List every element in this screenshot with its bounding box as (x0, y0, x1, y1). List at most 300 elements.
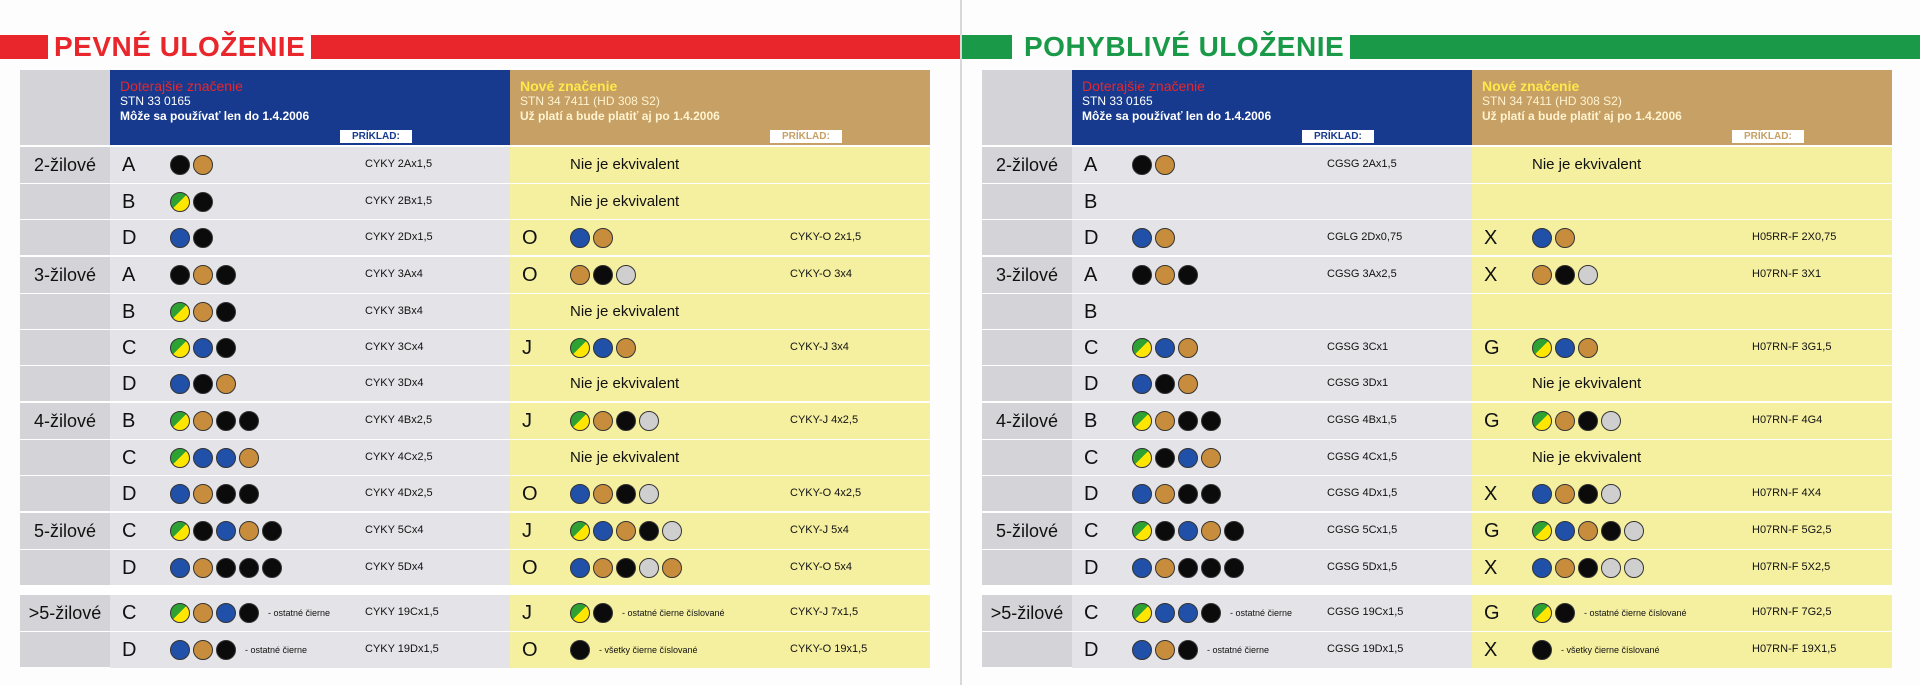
wire-dot-brown (1155, 155, 1175, 175)
wire-dot-blue (570, 484, 590, 504)
old-marking-cell (1072, 595, 1472, 631)
wire-dot-black (1555, 265, 1575, 285)
new-marking-cell (1472, 513, 1892, 549)
old-letter: B (1084, 301, 1098, 323)
wire-dot-green-yellow (170, 521, 190, 541)
wire-colors (570, 640, 698, 660)
new-letter: G (1484, 410, 1500, 432)
wire-dot-blue (1555, 338, 1575, 358)
new-letter: X (1484, 483, 1498, 505)
old-letter: A (122, 264, 136, 286)
wire-dot-green-yellow (570, 411, 590, 431)
core-group (20, 255, 930, 401)
new-letter: X (1484, 264, 1498, 286)
new-marking-cell (1472, 595, 1892, 631)
header-title: Doterajšie značenie (1082, 78, 1205, 94)
new-example-code: H07RN-F 4G4 (1752, 414, 1823, 426)
wire-colors (1132, 338, 1198, 358)
wire-dot-brown (193, 603, 213, 623)
wire-dot-brown (1555, 228, 1575, 248)
wire-dot-brown (1578, 521, 1598, 541)
wire-colors (170, 302, 236, 322)
old-marking-cell (1072, 440, 1472, 476)
new-letter: O (522, 483, 538, 505)
wire-note: - ostatné čierne číslované (1584, 608, 1687, 618)
wire-colors (170, 374, 236, 394)
old-letter: B (1084, 191, 1098, 213)
new-marking-cell (510, 330, 930, 366)
old-marking-cell (110, 513, 510, 549)
table-row (20, 403, 930, 439)
wire-dot-black (216, 558, 236, 578)
wire-dot-green-yellow (1532, 411, 1552, 431)
new-letter: O (522, 639, 538, 661)
wire-note: - ostatné čierne (1230, 608, 1293, 618)
new-example-code: H07RN-F 5X2,5 (1752, 561, 1831, 573)
old-example-code: CGSG 19Dx1,5 (1327, 643, 1404, 655)
new-letter: G (1484, 337, 1500, 359)
header-blank (20, 70, 110, 145)
wire-dot-blue (593, 338, 613, 358)
cable-table (982, 70, 1892, 667)
table-row (982, 293, 1892, 329)
wire-dot-black (239, 484, 259, 504)
wire-colors (570, 603, 725, 623)
wire-colors (170, 228, 213, 248)
core-count-label: 2-žilové (982, 147, 1072, 255)
wire-note: - ostatné čierne (268, 608, 331, 618)
old-example-code: CYKY 4Bx2,5 (365, 414, 433, 426)
wire-dot-gray (639, 558, 659, 578)
old-letter: D (1084, 227, 1099, 249)
wire-colors (170, 640, 307, 660)
wire-dot-black (1601, 521, 1621, 541)
new-marking-cell (1472, 257, 1892, 293)
wire-dot-green-yellow (1132, 411, 1152, 431)
wire-dot-black (1201, 558, 1221, 578)
wire-colors (170, 338, 236, 358)
wire-dot-brown (593, 558, 613, 578)
table-row (20, 183, 930, 219)
wire-colors (1132, 265, 1198, 285)
old-marking-cell (110, 147, 510, 183)
wire-dot-blue (1178, 448, 1198, 468)
wire-dot-blue (170, 484, 190, 504)
header-validity: Už platí a bude platiť aj po 1.4.2006 (520, 109, 720, 123)
header-standard: STN 34 7411 (HD 308 S2) (1482, 94, 1622, 108)
new-letter: G (1484, 520, 1500, 542)
old-example-code: CYKY 19Cx1,5 (365, 606, 439, 618)
new-example-code: CYKY-O 2x1,5 (790, 231, 862, 243)
new-marking-header (1472, 70, 1892, 145)
wire-dot-blue (216, 448, 236, 468)
wire-dot-brown (616, 338, 636, 358)
wire-dot-black (616, 558, 636, 578)
core-count-label: 4-žilové (982, 403, 1072, 511)
new-example-code: H07RN-F 7G2,5 (1752, 606, 1832, 618)
core-count-label: 5-žilové (982, 513, 1072, 585)
old-example-code: CYKY 2Bx1,5 (365, 195, 433, 207)
wire-dot-brown (193, 640, 213, 660)
new-example-code: H07RN-F 4X4 (1752, 487, 1822, 499)
wire-dot-black (262, 521, 282, 541)
wire-dot-green-yellow (170, 302, 190, 322)
wire-dot-blue (1532, 558, 1552, 578)
wire-colors (1532, 640, 1660, 660)
wire-dot-brown (1155, 640, 1175, 660)
wire-dot-brown (1578, 338, 1598, 358)
new-example-code: CYKY-O 19x1,5 (790, 643, 868, 655)
old-marking-cell (1072, 513, 1472, 549)
old-letter: C (1084, 520, 1099, 542)
new-example-code: H07RN-F 5G2,5 (1752, 524, 1832, 536)
core-group (20, 145, 930, 255)
old-example-code: CYKY 5Cx4 (365, 524, 424, 536)
wire-note: - ostatné čierne (1207, 645, 1270, 655)
table-row (20, 147, 930, 183)
old-letter: A (1084, 264, 1098, 286)
wire-dot-green-yellow (170, 338, 190, 358)
new-marking-cell (510, 294, 930, 330)
old-marking-cell (1072, 550, 1472, 586)
wire-dot-black (216, 338, 236, 358)
wire-colors (1532, 338, 1598, 358)
wire-colors (170, 448, 259, 468)
wire-dot-blue (216, 603, 236, 623)
wire-dot-blue (170, 558, 190, 578)
no-equivalent-text: Nie je ekvivalent (570, 303, 680, 320)
old-marking-cell (1072, 632, 1472, 668)
panel-title: PEVNÉ ULOŽENIE (48, 30, 311, 64)
old-example-code: CYKY 2Ax1,5 (365, 158, 433, 170)
wire-dot-blue (193, 448, 213, 468)
wire-dot-black (1155, 521, 1175, 541)
wire-dot-gray (1624, 521, 1644, 541)
wire-dot-gray (639, 484, 659, 504)
new-example-code: H05RR-F 2X0,75 (1752, 231, 1837, 243)
wire-dot-brown (1201, 448, 1221, 468)
wire-colors (1532, 228, 1575, 248)
wire-colors (1532, 411, 1621, 431)
wire-dot-blue (170, 640, 190, 660)
wire-dot-black (1532, 640, 1552, 660)
new-letter: O (522, 557, 538, 579)
wire-dot-blue (193, 338, 213, 358)
wire-dot-brown (1155, 411, 1175, 431)
new-letter: X (1484, 557, 1498, 579)
new-marking-cell (1472, 147, 1892, 183)
wire-dot-blue (1132, 484, 1152, 504)
old-letter: A (1084, 154, 1098, 176)
new-marking-cell (1472, 366, 1892, 402)
old-example-code: CGSG 5Dx1,5 (1327, 561, 1398, 573)
wire-dot-black (1178, 640, 1198, 660)
wire-colors (170, 265, 236, 285)
wire-colors (170, 603, 330, 623)
old-example-code: CGLG 2Dx0,75 (1327, 231, 1403, 243)
wire-colors (1132, 411, 1221, 431)
wire-note: - všetky čierne číslované (1561, 645, 1660, 655)
old-letter: D (1084, 373, 1099, 395)
wire-colors (570, 228, 613, 248)
old-example-code: CGSG 4Dx1,5 (1327, 487, 1398, 499)
wire-dot-blue (1555, 521, 1575, 541)
wire-dot-black (193, 374, 213, 394)
wire-dot-black (170, 155, 190, 175)
table-row (20, 439, 930, 475)
header-validity: Už platí a bude platiť aj po 1.4.2006 (1482, 109, 1682, 123)
wire-colors (570, 411, 659, 431)
wire-colors (1132, 448, 1221, 468)
wire-dot-blue (570, 558, 590, 578)
new-example-code: H07RN-F 3X1 (1752, 268, 1822, 280)
wire-dot-brown (593, 228, 613, 248)
no-equivalent-text: Nie je ekvivalent (570, 193, 680, 210)
new-marking-cell (1472, 184, 1892, 220)
new-marking-cell (1472, 440, 1892, 476)
wire-dot-black (1178, 411, 1198, 431)
header-blank (982, 70, 1072, 145)
old-letter: D (122, 557, 137, 579)
core-count-label: 5-žilové (20, 513, 110, 585)
wire-dot-black (1224, 521, 1244, 541)
wire-dot-gray (1624, 558, 1644, 578)
old-marking-cell (110, 184, 510, 220)
wire-note: - ostatné čierne číslované (622, 608, 725, 618)
wire-dot-black (193, 521, 213, 541)
core-count-label: >5-žilové (20, 595, 110, 667)
wire-dot-brown (239, 448, 259, 468)
wire-colors (170, 484, 259, 504)
header-title: Doterajšie značenie (120, 78, 243, 94)
no-equivalent-text: Nie je ekvivalent (570, 156, 680, 173)
example-label: PRÍKLAD: (1732, 130, 1804, 143)
old-marking-cell (1072, 147, 1472, 183)
new-letter: J (522, 410, 532, 432)
wire-dot-green-yellow (1532, 521, 1552, 541)
no-equivalent-text: Nie je ekvivalent (1532, 375, 1642, 392)
old-letter: C (1084, 337, 1099, 359)
core-count-label: 4-žilové (20, 403, 110, 511)
header-title: Nové značenie (520, 78, 618, 94)
wire-dot-black (239, 603, 259, 623)
wire-dot-black (593, 603, 613, 623)
wire-dot-black (639, 521, 659, 541)
no-equivalent-text: Nie je ekvivalent (1532, 449, 1642, 466)
old-marking-header (1072, 70, 1472, 145)
panel-title: POHYBLIVÉ ULOŽENIE (1018, 30, 1350, 64)
old-example-code: CYKY 3Bx4 (365, 305, 423, 317)
old-marking-cell (110, 294, 510, 330)
wire-dot-black (262, 558, 282, 578)
new-example-code: CYKY-J 7x1,5 (790, 606, 859, 618)
wire-dot-blue (1132, 558, 1152, 578)
wire-dot-black (1155, 448, 1175, 468)
header-validity: Môže sa používať len do 1.4.2006 (1082, 109, 1272, 123)
table-row (982, 631, 1892, 667)
new-example-code: H07RN-F 19X1,5 (1752, 643, 1837, 655)
wire-dot-green-yellow (1132, 338, 1152, 358)
old-example-code: CYKY 3Cx4 (365, 341, 424, 353)
new-letter: O (522, 264, 538, 286)
wire-colors (1132, 521, 1244, 541)
wire-dot-blue (1132, 374, 1152, 394)
core-count-label: >5-žilové (982, 595, 1072, 667)
wire-colors (1132, 484, 1221, 504)
new-example-code: CYKY-O 4x2,5 (790, 487, 862, 499)
old-letter: D (1084, 557, 1099, 579)
wire-dot-blue (1532, 484, 1552, 504)
wire-dot-black (1578, 484, 1598, 504)
new-marking-cell (510, 595, 930, 631)
old-letter: C (1084, 602, 1099, 624)
example-label: PRÍKLAD: (340, 130, 412, 143)
old-marking-cell (1072, 220, 1472, 256)
wire-dot-green-yellow (1132, 603, 1152, 623)
new-marking-cell (1472, 632, 1892, 668)
table-row (20, 219, 930, 255)
wire-colors (170, 192, 213, 212)
wire-dot-black (1578, 558, 1598, 578)
old-marking-cell (1072, 403, 1472, 439)
wire-dot-brown (1555, 411, 1575, 431)
wire-dot-blue (570, 228, 590, 248)
old-example-code: CGSG 5Cx1,5 (1327, 524, 1398, 536)
table-row (982, 403, 1892, 439)
banner-bar-right (300, 35, 960, 59)
wire-dot-black (239, 411, 259, 431)
wire-colors (1132, 558, 1244, 578)
new-marking-cell (510, 440, 930, 476)
wire-dot-black (1178, 558, 1198, 578)
wire-colors (170, 155, 213, 175)
new-example-code: CYKY-J 4x2,5 (790, 414, 859, 426)
wire-dot-gray (1601, 558, 1621, 578)
cable-table (20, 70, 930, 667)
wire-dot-black (216, 302, 236, 322)
example-label: PRÍKLAD: (770, 130, 842, 143)
wire-dot-brown (239, 521, 259, 541)
wire-colors (570, 521, 682, 541)
old-example-code: CGSG 3Dx1 (1327, 377, 1389, 389)
old-marking-header (110, 70, 510, 145)
table-row (982, 549, 1892, 585)
old-marking-cell (110, 632, 510, 668)
old-example-code: CYKY 4Cx2,5 (365, 451, 433, 463)
wire-dot-brown (1155, 265, 1175, 285)
wire-dot-brown (193, 484, 213, 504)
old-example-code: CYKY 5Dx4 (365, 561, 424, 573)
header-validity: Môže sa používať len do 1.4.2006 (120, 109, 310, 123)
wire-dot-blue (1155, 338, 1175, 358)
core-group (982, 255, 1892, 401)
wire-dot-black (193, 228, 213, 248)
new-letter: J (522, 337, 532, 359)
wire-dot-brown (193, 302, 213, 322)
wire-dot-black (1201, 603, 1221, 623)
banner (962, 30, 1920, 64)
old-letter: D (122, 227, 137, 249)
banner-bar-left (962, 35, 1012, 59)
wire-dot-brown (570, 265, 590, 285)
new-marking-cell (1472, 294, 1892, 330)
wire-dot-brown (1155, 558, 1175, 578)
new-marking-cell (1472, 403, 1892, 439)
wire-dot-green-yellow (170, 192, 190, 212)
core-count-label: 3-žilové (20, 257, 110, 401)
table-row (20, 475, 930, 511)
table-row (982, 329, 1892, 365)
table-row (20, 513, 930, 549)
old-letter: D (122, 483, 137, 505)
old-marking-cell (110, 220, 510, 256)
old-letter: D (122, 373, 137, 395)
wire-dot-green-yellow (1132, 448, 1152, 468)
wire-colors (1132, 155, 1175, 175)
table-row (20, 631, 930, 667)
new-marking-cell (1472, 550, 1892, 586)
core-group (982, 585, 1892, 667)
wire-dot-black (616, 484, 636, 504)
wire-dot-brown (193, 558, 213, 578)
table-row (982, 439, 1892, 475)
banner-bar-right (1322, 35, 1920, 59)
old-marking-cell (1072, 184, 1472, 220)
old-letter: B (122, 301, 136, 323)
old-letter: B (122, 191, 136, 213)
old-marking-cell (1072, 330, 1472, 366)
wire-dot-black (1178, 484, 1198, 504)
old-example-code: CGSG 3Ax2,5 (1327, 268, 1397, 280)
new-marking-cell (1472, 476, 1892, 512)
wire-dot-green-yellow (1532, 338, 1552, 358)
new-marking-cell (510, 184, 930, 220)
old-letter: B (122, 410, 136, 432)
old-marking-cell (110, 403, 510, 439)
wire-note: - všetky čierne číslované (599, 645, 698, 655)
new-marking-cell (510, 257, 930, 293)
old-marking-cell (1072, 366, 1472, 402)
wire-colors (570, 338, 636, 358)
wire-dot-black (193, 192, 213, 212)
wire-colors (170, 521, 282, 541)
wire-dot-green-yellow (170, 448, 190, 468)
new-example-code: CYKY-J 3x4 (790, 341, 849, 353)
old-letter: D (1084, 483, 1099, 505)
wire-dot-black (216, 484, 236, 504)
table-row (982, 257, 1892, 293)
wire-dot-black (1132, 155, 1152, 175)
wire-dot-green-yellow (170, 411, 190, 431)
table-row (20, 293, 930, 329)
table-row (982, 475, 1892, 511)
no-equivalent-text: Nie je ekvivalent (570, 375, 680, 392)
new-letter: J (522, 602, 532, 624)
wire-dot-gray (1578, 265, 1598, 285)
wire-dot-brown (216, 374, 236, 394)
core-count-label: 2-žilové (20, 147, 110, 255)
wire-dot-black (170, 265, 190, 285)
wire-dot-green-yellow (570, 521, 590, 541)
wire-dot-brown (1555, 484, 1575, 504)
old-example-code: CYKY 19Dx1,5 (365, 643, 439, 655)
old-marking-cell (110, 257, 510, 293)
core-group (982, 511, 1892, 585)
new-marking-header (510, 70, 930, 145)
table-header (20, 70, 930, 145)
old-example-code: CGSG 19Cx1,5 (1327, 606, 1404, 618)
wire-dot-blue (170, 374, 190, 394)
